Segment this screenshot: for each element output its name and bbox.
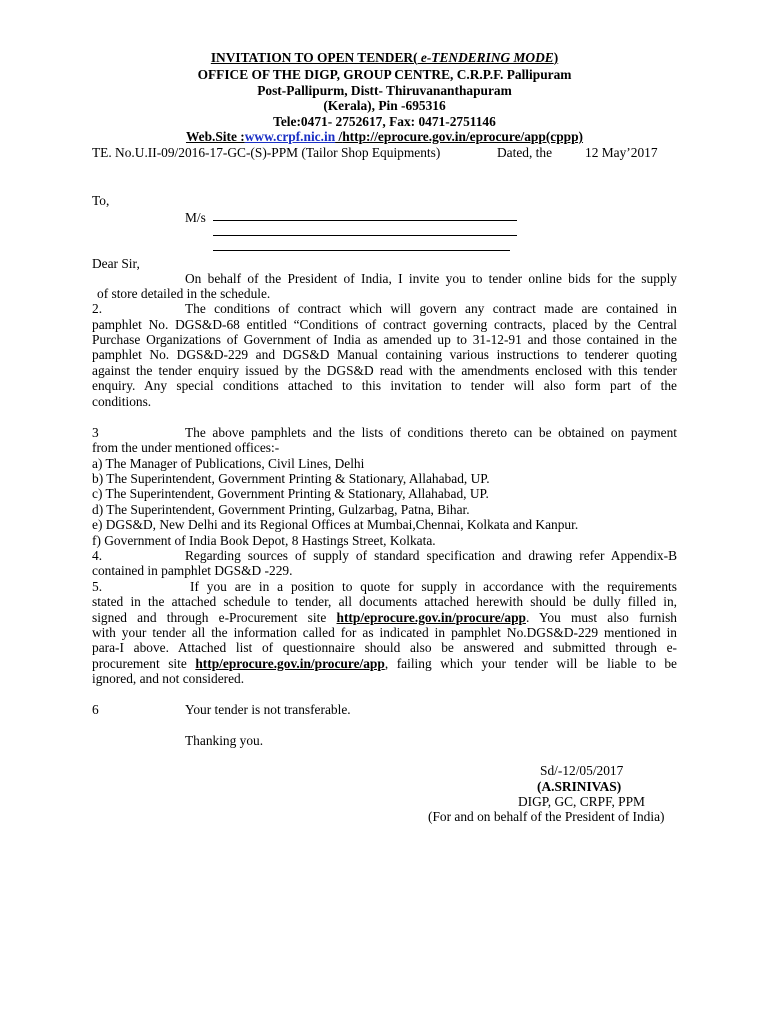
para2-line6: enquiry. Any special conditions attached to this invitation to tender will also form part of the — [92, 378, 677, 393]
signatory-designation: DIGP, GC, CRPF, PPM — [518, 794, 645, 809]
para2-line7: conditions. — [92, 394, 152, 409]
office-list-item: c) The Superintendent, Government Printing & Stationary, Allahabad, UP. — [92, 486, 489, 501]
para4-line1: Regarding sources of supply of standard specification and drawing refer Appendix-B — [185, 548, 677, 563]
tender-reference-number: TE. No.U.II-09/2016-17-GC-(S)-PPM (Tailor Shop Equipments) — [92, 145, 441, 160]
website-line — [92, 129, 677, 145]
eprocure-link[interactable]: http://eprocure.gov.in/eprocure/app(cppp) — [342, 129, 584, 144]
para2-line2: pamphlet No. DGS&D-68 entitled “Conditions of contract governing contracts, placed by the Central — [92, 317, 677, 332]
para2-line4: pamphlet No. DGS&D-229 and DGS&D Manual containing various instructions to tenderer quoting — [92, 347, 677, 362]
address-blank-line-1 — [213, 220, 517, 221]
signatory-name: (A.SRINIVAS) — [537, 779, 622, 794]
para4-number: 4. — [92, 548, 103, 563]
address-ms: M/s — [185, 210, 206, 225]
address-to: To, — [92, 193, 110, 208]
para5-line3 — [92, 610, 677, 626]
website-separator: / — [335, 129, 343, 144]
website-link[interactable]: www.crpf.nic.in — [244, 129, 336, 144]
office-list-item: e) DGS&D, New Delhi and its Regional Offices at Mumbai,Chennai, Kolkata and Kanpur. — [92, 517, 579, 532]
office-list-item: d) The Superintendent, Government Printing, Gulzarbag, Patna, Bihar. — [92, 502, 470, 517]
title-prefix: INVITATION TO OPEN TENDER( — [210, 50, 418, 65]
signature-date: Sd/-12/05/2017 — [540, 763, 624, 778]
para5-line6-start: procurement site — [92, 656, 196, 671]
dated-label: Dated, the — [497, 145, 553, 160]
office-telephone-fax: Tele:0471- 2752617, Fax: 0471-2751146 — [273, 114, 496, 129]
title-suffix: ) — [553, 50, 559, 65]
tender-date: 12 May’2017 — [585, 145, 658, 160]
para6-number: 6 — [92, 702, 99, 717]
para2-line1: The conditions of contract which will govern any contract made are contained in — [185, 301, 677, 316]
para2-line3: Purchase Organizations of Government of India as amended up to 31-12-91 and those contained in the — [92, 332, 677, 347]
para1-line1: On behalf of the President of India, I invite you to tender online bids for the supply — [185, 271, 677, 286]
para5-line3-start: signed and through e-Procurement site — [92, 610, 337, 625]
title-mode: e-TENDERING MODE — [417, 50, 554, 65]
para3-line1: The above pamphlets and the lists of conditions thereto can be obtained on payment — [185, 425, 677, 440]
para2-line5: against the tender enquiry issued by the DGS&D read with the amendments enclosed with this tender — [92, 363, 677, 378]
para5-line4: with your tender all the information called for as indicated in pamphlet No.DGS&D-229 mentioned in — [92, 625, 677, 640]
office-state-pin: (Kerala), Pin -695316 — [323, 98, 446, 113]
closing-thanks: Thanking you. — [185, 733, 264, 748]
para1-line2: of store detailed in the schedule. — [97, 286, 271, 301]
office-post: Post-Pallipurm, Distt- Thiruvananthapuram — [257, 83, 512, 98]
document-title — [92, 50, 677, 66]
para4-line2: contained in pamphlet DGS&D -229. — [92, 563, 293, 578]
para5-line6 — [92, 656, 677, 672]
eprocure-portal-link-2[interactable]: http/eprocure.gov.in/procure/app — [195, 656, 385, 671]
office-list-item: a) The Manager of Publications, Civil Lines, Delhi — [92, 456, 365, 471]
eprocure-portal-link[interactable]: http/eprocure.gov.in/procure/app — [336, 610, 526, 625]
para5-line1: If you are in a position to quote for supply in accordance with the requirements — [190, 579, 677, 594]
para6-text: Your tender is not transferable. — [185, 702, 351, 717]
salutation: Dear Sir, — [92, 256, 140, 271]
para3-number: 3 — [92, 425, 99, 440]
website-label: Web.Site : — [185, 129, 245, 144]
office-name: OFFICE OF THE DIGP, GROUP CENTRE, C.R.P.F. Pallipuram — [197, 67, 572, 82]
office-list-item: f) Government of India Book Depot, 8 Hastings Street, Kolkata. — [92, 533, 436, 548]
para5-number: 5. — [92, 579, 103, 594]
para5-line2: stated in the attached schedule to tender, all documents attached herewith should be dully filled in, — [92, 594, 677, 609]
para5-line5: para-I above. Attached list of questionnaire should also be answered and submitted through e- — [92, 640, 677, 655]
signatory-on-behalf: (For and on behalf of the President of India) — [428, 809, 665, 824]
office-list-item: b) The Superintendent, Government Printing & Stationary, Allahabad, UP. — [92, 471, 490, 486]
address-blank-line-3 — [213, 250, 510, 251]
para2-number: 2. — [92, 301, 103, 316]
para5-line6-end: , failing which your tender will be liable to be — [384, 656, 677, 671]
para3-line2: from the under mentioned offices:- — [92, 440, 280, 455]
para5-line3-end: . You must also furnish — [525, 610, 678, 625]
para5-line7: ignored, and not considered. — [92, 671, 245, 686]
address-blank-line-2 — [213, 235, 517, 236]
